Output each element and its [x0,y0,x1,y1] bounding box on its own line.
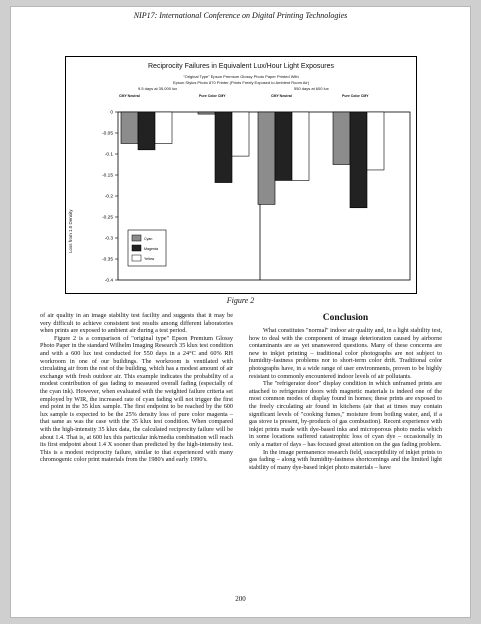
bar-yellow [292,112,309,180]
bar-yellow [232,112,249,156]
y-tick-label: -0.2 [104,194,113,200]
y-tick-label: -0.25 [102,215,113,221]
bar-magenta [138,112,155,150]
chart-canvas [66,57,418,295]
group-label: CMY Neutral [119,94,140,98]
bar-cyan [258,112,275,204]
y-tick-label: -0.05 [102,131,113,137]
legend-label: Cyan [144,236,153,241]
section-heading: Conclusion [322,313,369,323]
group-label: Pure Color CMY [342,94,369,98]
page-number: 200 [235,595,246,603]
legend-swatch [132,255,141,261]
bar-yellow [155,112,172,144]
paragraph: In the image permanence research field, susceptibility of inkjet prints to gas fading – along with humidity-fastness shortcomings and the limited light stability of many dye-based inkjet photo materials – have [249,448,442,471]
paragraph: The "refrigerator door" display condition in which unframed prints are attached to refrigerator doors with magnetic materials is indeed one of the most common modes of display found in homes; these prints are exposed to the freely circulating air found in kitchens (air that at times may contain significant levels of "cooking fumes," moisture from boiling water, and, if a gas stove is present, by-products of gas combustion). Recent experience with inkjet prints made with dye-based inks and microporous photo media which in some locations suffered catastrophic loss of cyan dye – occasionally in only a matter of days – has focused great attention on the gas fading problem. [249,380,442,448]
bar-magenta [215,112,232,183]
condition-label-left: 9.5 days at 35,000 lux [138,86,178,91]
group-label: CMY Neutral [271,94,292,98]
y-tick-label: -0.3 [104,236,113,242]
chart-title: Reciprocity Failures in Equivalent Lux/Hour Light Exposures [148,63,334,70]
right-column [249,327,442,471]
left-column [40,312,233,464]
y-tick-label: 0 [110,110,113,116]
bar-magenta [350,112,367,208]
condition-label-right: 550 days at 600 lux [294,86,329,91]
y-tick-label: -0.15 [102,173,113,179]
group-label: Pure Color CMY [199,94,226,98]
document-page [10,6,471,618]
bar-cyan [121,112,138,144]
chart-subtitle-2: Epson Stylus Photo 870 Printer (Prints Freely Exposed to Ambient Room Air) [172,80,310,85]
y-axis-label: Loss from 1.0 Density [68,209,73,253]
running-header: NIP17: International Conference on Digital Printing Technologies [133,11,348,20]
y-tick-label: -0.4 [104,278,113,284]
legend-swatch [132,245,141,251]
legend-label: Yellow [144,256,155,261]
legend-swatch [132,235,141,241]
y-tick-label: -0.35 [102,257,113,263]
bar-cyan [198,112,215,114]
bar-cyan [333,112,350,165]
bar-yellow [367,112,384,170]
chart-subtitle-1: "Original Type" Epson Premium Glossy Photo Paper Printed With [183,74,299,79]
legend-label: Magenta [144,246,158,251]
y-tick-label: -0.1 [104,152,113,158]
paragraph: Figure 2 is a comparison of "original type" Epson Premium Glossy Photo Paper in the standard Wilhelm Imaging Research 35 klux test condition and with a 600 lux test conducted for 550 days in a 24°C and 60% RH workroom in one of our buildings. The workroom is ventilated with circulating air from the rest of the building, which has a modest amount of air exchange with fresh outdoor air. This example indicates the probability of a modest contribution of gas fading to measured overall fading (especially of the cyan ink). However, when evaluated with the weighted failure criteria set employed by WIR, the increased rate of cyan fading will not trigger the first end point in the 35 klux sample. The first endpoint to be reached by the 600 lux sample is expected to be the 25% density loss of pure color magenta – that same as was the case with the 35 klux test condition. When compared with the high-intensity 35 klux data, the calculated reciprocity failure will be about 1.4. That is, at 600 lux this particular ink/media combination will reach its first endpoint about 1.4 X sooner than predicted by the high-intensity test. This is a modest reciprocity failure, similar to that experienced with many chromogenic color print materials from the 1980's and early 1990's. [40,334,233,464]
paragraph: of air quality in an image stability test facility and suggests that it may be very difficult to achieve consistent test results among different laboratories when prints are exposed to ambient air during a test period. [40,312,233,335]
paragraph: What constitutes "normal" indoor air quality and, in a light stability test, how to deal with the component of image deterioration caused by airborne contaminants are as yet unanswered questions. Many of these concerns are new to inkjet printing – traditional color photographs are not subject to humidity-fastness problems nor to short-term color drift. Traditional color photographs have, in a wide range of user environments, proven to be highly resistant to commonly encountered indoor levels of air pollutants. [249,327,442,380]
bar-magenta [275,112,292,180]
figure-caption: Figure 2 [226,296,255,305]
figure-2-chart [65,56,417,294]
